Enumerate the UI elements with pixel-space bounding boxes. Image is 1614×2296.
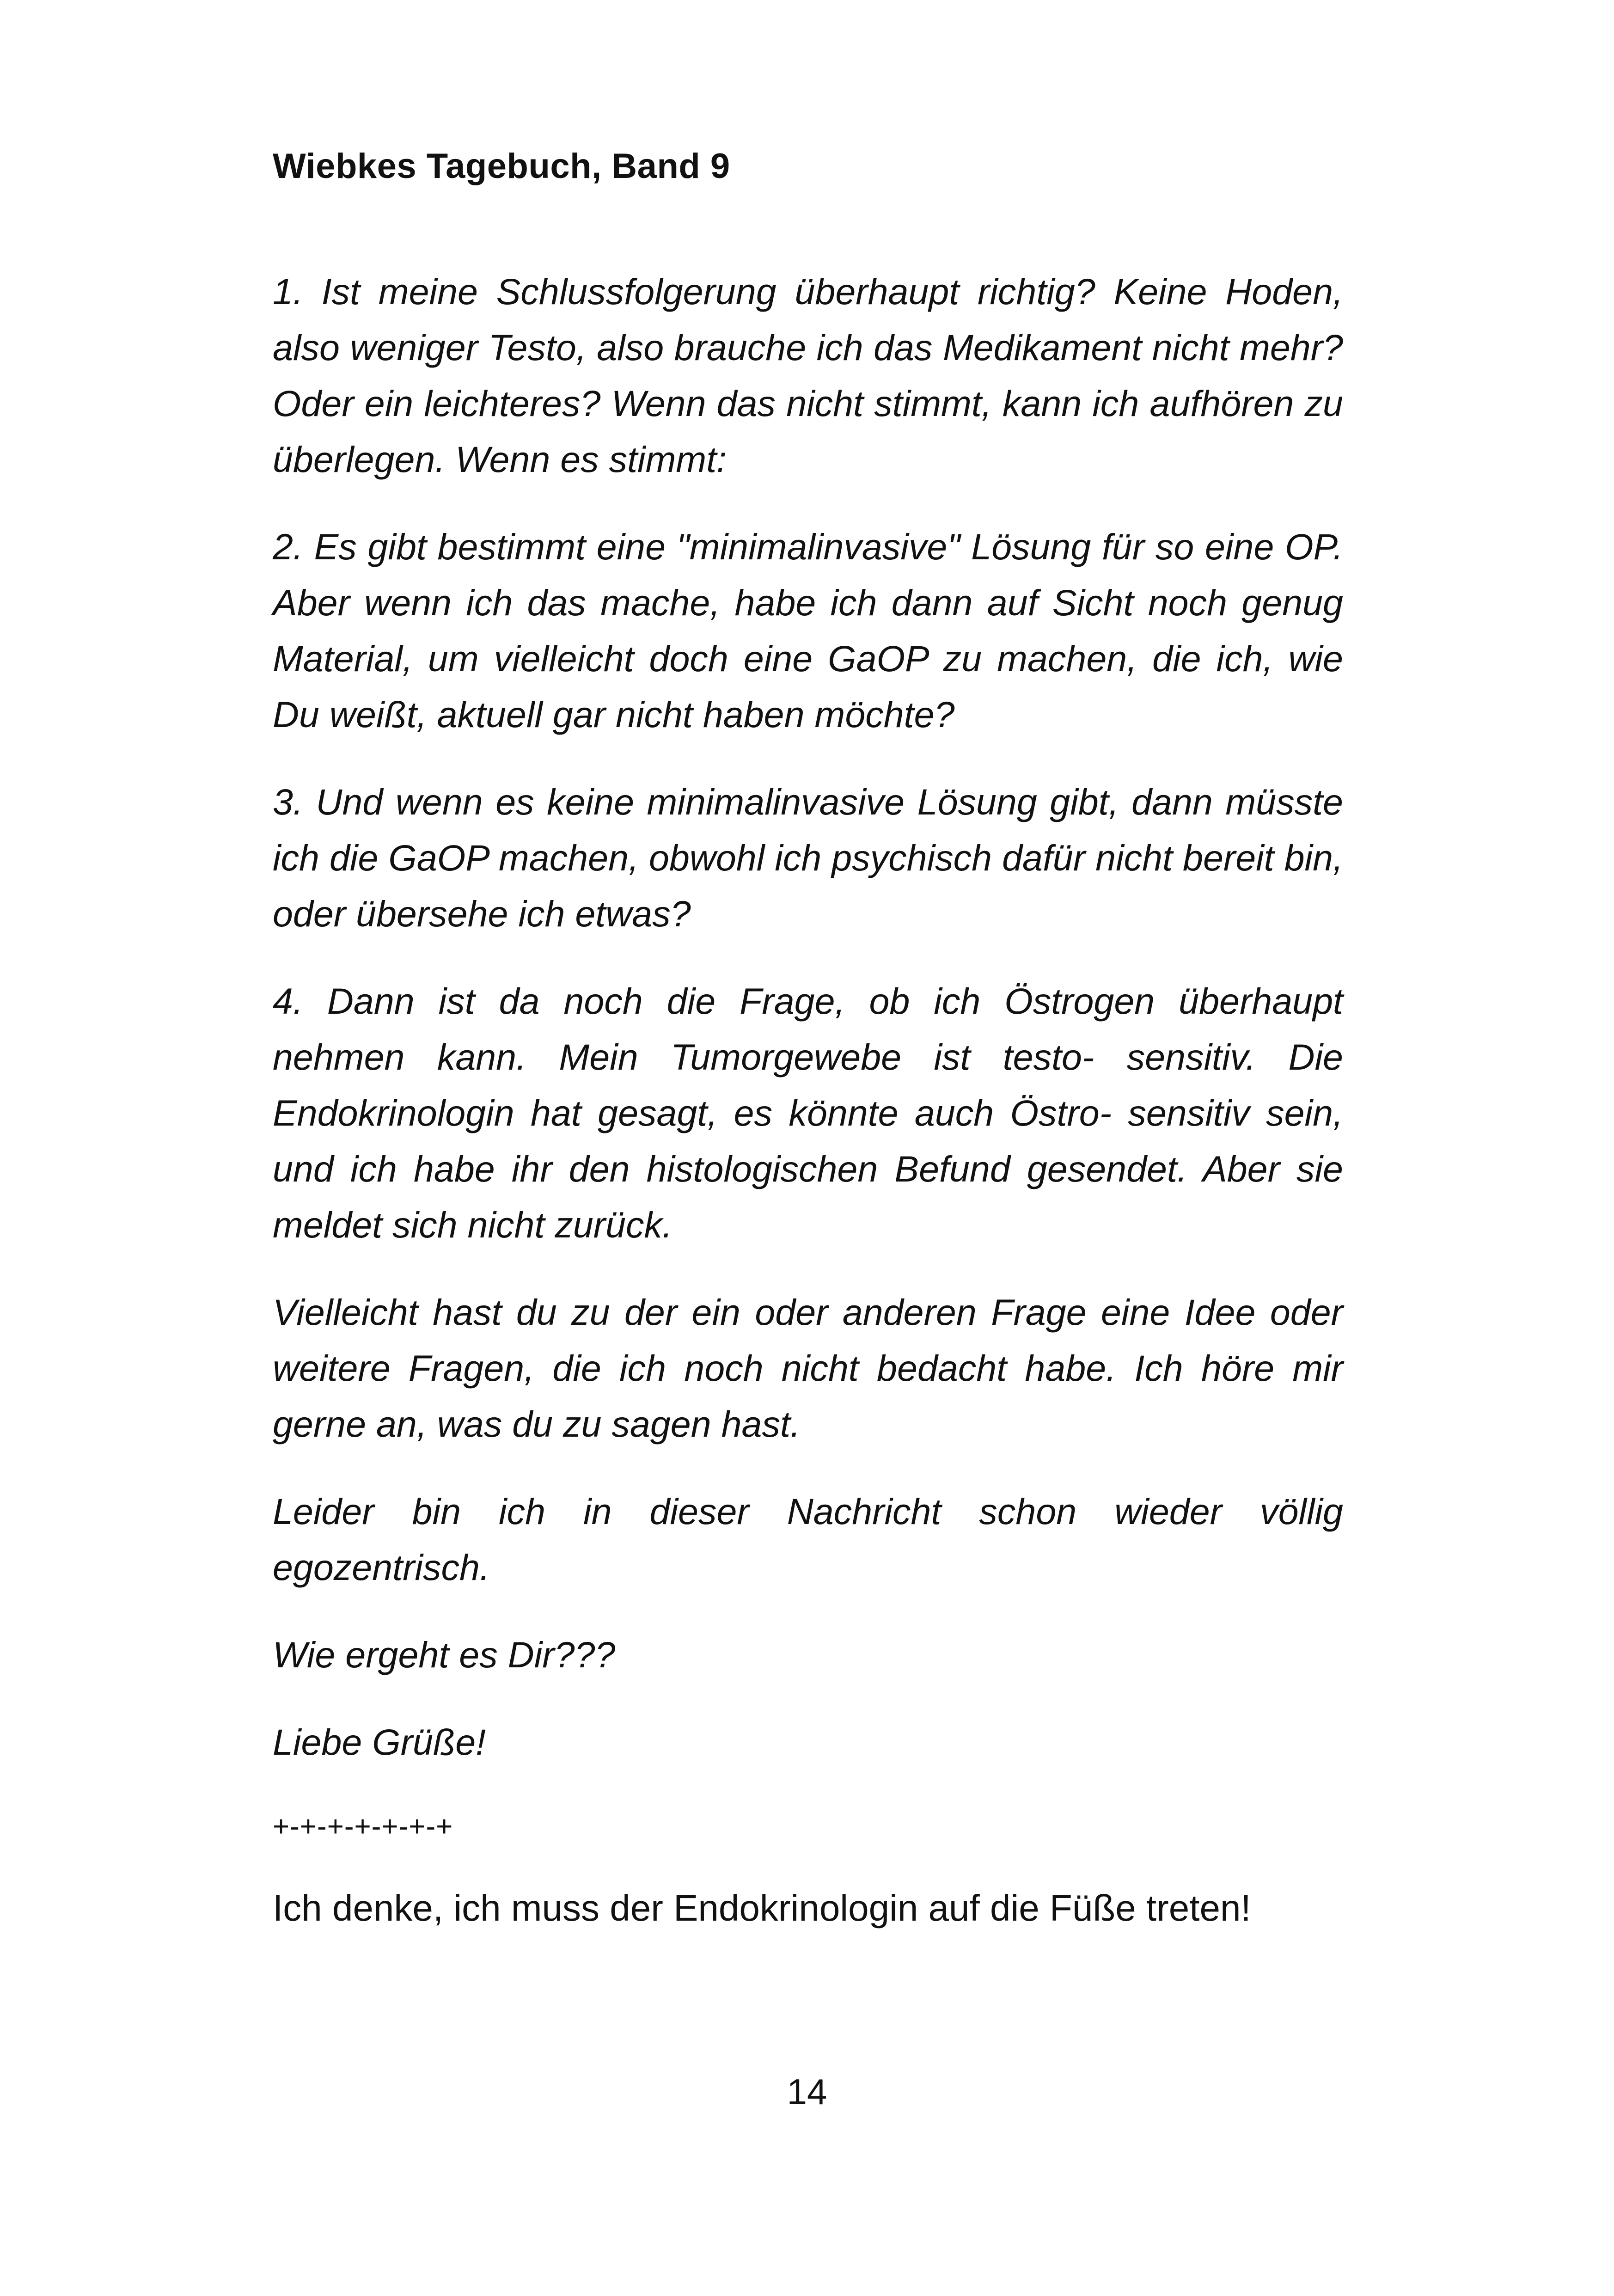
paragraph-apology: Leider bin ich in dieser Nachricht schon wieder völlig egozentrisch. <box>273 1491 1343 1588</box>
paragraph-question-4: 4. Dann ist da noch die Frage, ob ich Östrogen überhaupt nehmen kann. Mein Tumorgewebe ist testo- sensitiv. Die Endokrinologin hat gesagt, es könnte auch Östro- sensitiv sein, und ich habe ihr den histologischen Befund gesendet. Aber sie meldet sich nicht zurück. <box>273 980 1343 1245</box>
section-separator: +-+-+-+-+-+-+ <box>273 1811 453 1843</box>
page-content <box>273 139 1343 1936</box>
paragraph-question-3: 3. Und wenn es keine minimalinvasive Lösung gibt, dann müsste ich die GaOP machen, obwohl ich psychisch dafür nicht bereit bin, oder übersehe ich etwas? <box>273 781 1343 934</box>
paragraph-question-2: 2. Es gibt bestimmt eine "minimalinvasive" Lösung für so eine OP. Aber wenn ich das mache, habe ich dann auf Sicht noch genug Material, um vielleicht doch eine GaOP zu machen, die ich, wie Du weißt, aktuell gar nicht haben möchte? <box>273 526 1343 735</box>
paragraph-sign-off: Liebe Grüße! <box>273 1721 486 1763</box>
book-title: Wiebkes Tagebuch, Band 9 <box>273 147 730 186</box>
closing-line: Ich denke, ich muss der Endokrinologin auf die Füße treten! <box>273 1887 1251 1929</box>
paragraph-question-1: 1. Ist meine Schlussfolgerung überhaupt richtig? Keine Hoden, also weniger Testo, also brauche ich das Medikament nicht mehr? Oder ein leichteres? Wenn das nicht stimmt, kann ich aufhören zu überlegen. Wenn es stimmt: <box>273 271 1343 480</box>
paragraph-request: Vielleicht hast du zu der ein oder anderen Frage eine Idee oder weitere Fragen, die ich noch nicht bedacht habe. Ich höre mir gerne an, was du zu sagen hast. <box>273 1292 1343 1445</box>
paragraph-question-greeting: Wie ergeht es Dir??? <box>273 1634 616 1675</box>
page-number: 14 <box>787 2071 827 2112</box>
